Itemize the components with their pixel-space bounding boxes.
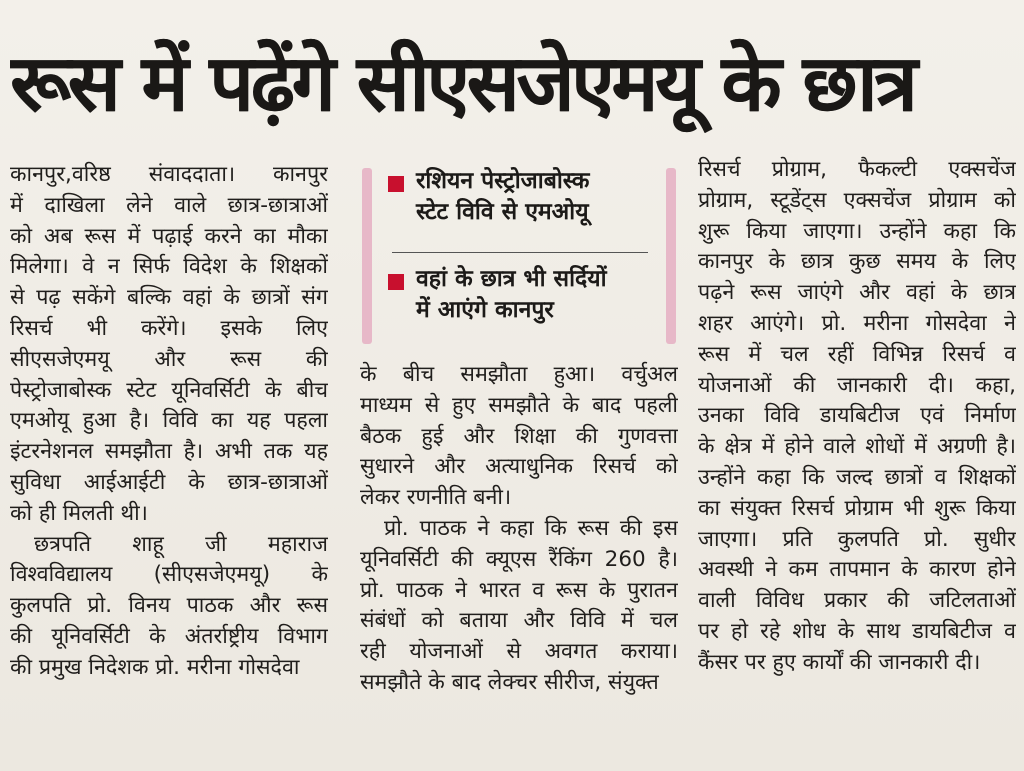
article-line: इंटरनेशनल समझौता है। अभी तक यह bbox=[10, 439, 328, 465]
article-line: पढ़ने रूस जाएंगे और वहां के छात्र bbox=[698, 280, 1016, 306]
article-line: समझौते के बाद लेक्चर सीरीज, संयुक्त bbox=[360, 669, 659, 695]
article-line: रूस में चल रहीं विभिन्न रिसर्च व bbox=[698, 341, 1016, 367]
article-line: उनका विवि डायबिटीज एवं निर्माण bbox=[698, 403, 1016, 429]
highlight-line: स्टेट विवि से एमओयू bbox=[416, 199, 589, 225]
article-column-3 bbox=[698, 155, 1016, 679]
article-line: लेकर रणनीति बनी। bbox=[360, 485, 512, 511]
highlight-divider bbox=[392, 252, 648, 253]
article-line: पेस्ट्रोजाबोस्क स्टेट यूनिवर्सिटी के बीच bbox=[10, 377, 328, 403]
article-line: शहर आएंगे। प्रो. मरीना गोसदेवा ने bbox=[698, 310, 1016, 336]
highlight-box-left-bar bbox=[362, 168, 372, 344]
article-line: योजनाओं की जानकारी दी। कहा, bbox=[698, 372, 1016, 398]
article-line: के बीच समझौता हुआ। वर्चुअल bbox=[360, 362, 678, 387]
article-line: को अब रूस में पढ़ाई करने का मौका bbox=[10, 223, 328, 249]
article-line: सुधारने और अत्याधुनिक रिसर्च को bbox=[360, 454, 678, 480]
article-line: का संयुक्त रिसर्च प्रोग्राम भी शुरू किया bbox=[698, 495, 1016, 521]
highlight-line: रशियन पेस्ट्रोजाबोस्क bbox=[416, 168, 590, 194]
article-line: शुरू किया जाएगा। उन्होंने कहा कि bbox=[698, 218, 1016, 244]
article-line: जाएगा। प्रति कुलपति प्रो. सुधीर bbox=[698, 526, 1016, 552]
article-line: में दाखिला लेने वाले छात्र-छात्राओं bbox=[10, 192, 328, 218]
highlight-item bbox=[392, 166, 662, 228]
article-line: मिलेगा। वे न सिर्फ विदेश के शिक्षकों bbox=[10, 254, 328, 280]
article-line: अवस्थी ने कम तापमान के कारण होने bbox=[698, 557, 1016, 583]
article-line: रिसर्च भी करेंगे। इसके लिए bbox=[10, 315, 328, 341]
highlight-item bbox=[392, 264, 662, 326]
highlight-line: वहां के छात्र भी सर्दियों bbox=[416, 266, 607, 292]
article-line: उन्होंने कहा कि जल्द छात्रों व शिक्षकों bbox=[698, 464, 1016, 490]
article-line: कानपुर के छात्र कुछ समय के लिए bbox=[698, 249, 1016, 275]
article-line: एमओयू हुआ है। विवि का यह पहला bbox=[10, 408, 328, 434]
article-line: संबंधों को बताया और विवि में चल bbox=[360, 608, 678, 634]
article-line: यूनिवर्सिटी की क्यूएस रैंकिंग 260 है। bbox=[360, 546, 678, 572]
article-column-2 bbox=[360, 360, 678, 699]
article-line: रही योजनाओं से अवगत कराया। bbox=[360, 639, 678, 665]
square-bullet-icon bbox=[388, 176, 404, 192]
highlight-line: में आएंगे कानपुर bbox=[416, 297, 554, 323]
article-line: की प्रमुख निदेशक प्रो. मरीना गोसदेवा bbox=[10, 654, 300, 680]
headline: रूस में पढ़ेंगे सीएसजेएमयू के छात्र bbox=[10, 39, 915, 129]
article-column-1 bbox=[10, 160, 328, 684]
square-bullet-icon bbox=[388, 274, 404, 290]
article-line: के क्षेत्र में होने वाले शोधों में अग्रणी है। bbox=[698, 434, 1016, 460]
article-line: सुविधा आईआईटी के छात्र-छात्राओं bbox=[10, 469, 328, 495]
article-line: प्रो. पाठक ने भारत व रूस के पुरातन bbox=[360, 577, 678, 603]
highlight-box-right-bar bbox=[666, 168, 676, 344]
article-line: कानपुर,वरिष्ठ संवाददाता। कानपुर bbox=[10, 162, 328, 187]
article-line: को ही मिलती थी। bbox=[10, 500, 148, 526]
article-line: पर हो रहे शोध के साथ डायबिटीज व bbox=[698, 618, 1016, 644]
article-line: माध्यम से हुए समझौते के बाद पहली bbox=[360, 392, 678, 418]
article-line: से पढ़ सकेंगे बल्कि वहां के छात्रों संग bbox=[10, 285, 328, 311]
article-line: विश्वविद्यालय (सीएसजेएमयू) के bbox=[10, 562, 328, 588]
highlight-box bbox=[362, 160, 676, 350]
article-line: बैठक हुई और शिक्षा की गुणवत्ता bbox=[360, 423, 678, 449]
article-line: कुलपति प्रो. विनय पाठक और रूस bbox=[10, 593, 328, 619]
article-line: वाली विविध प्रकार की जटिलताओं bbox=[698, 588, 1016, 614]
article-line: सीएसजेएमयू और रूस की bbox=[10, 346, 328, 372]
article-line: प्रोग्राम, स्टूडेंट्स एक्सचेंज प्रोग्राम को bbox=[698, 187, 1016, 213]
article-line: रिसर्च प्रोग्राम, फैकल्टी एक्सचेंज bbox=[698, 157, 1016, 182]
article-line: कैंसर पर हुए कार्यों की जानकारी दी। bbox=[698, 649, 981, 675]
article-line: छत्रपति शाहू जी महाराज bbox=[34, 531, 328, 557]
article-line: की यूनिवर्सिटी के अंतर्राष्ट्रीय विभाग bbox=[10, 623, 328, 649]
article-line: प्रो. पाठक ने कहा कि रूस की इस bbox=[384, 515, 678, 541]
